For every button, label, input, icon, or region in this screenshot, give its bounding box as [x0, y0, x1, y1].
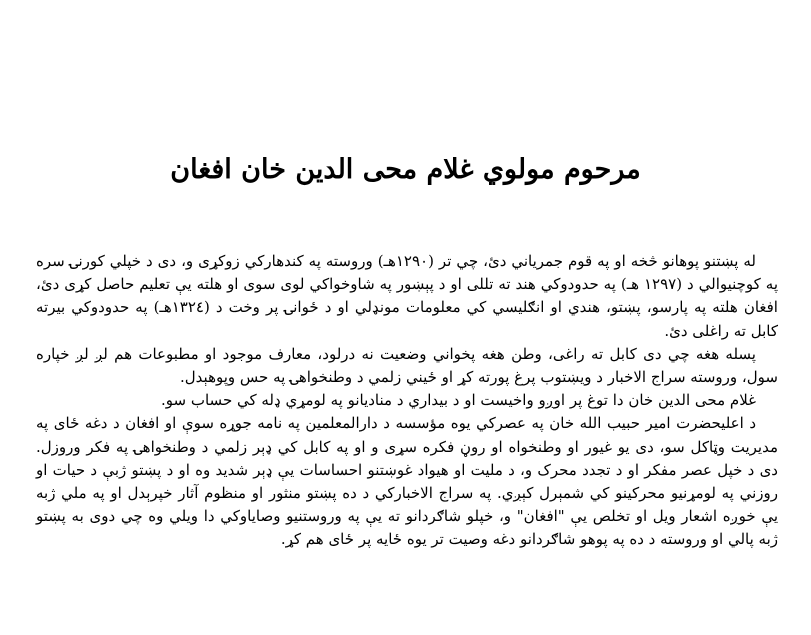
page-title: مرحوم مولوي غلام محی الدین خان افغان: [170, 154, 641, 185]
paragraph-return-kabul: پسله هغه چي دی کابل ته راغی، وطن هغه پخواني وضعیت نه درلود، معارف موجود او مطبوعات هم لږ لږ خپاره سول، وروسته سراج الاخبار د ویښتوب پرغ پورته کړ او ځیني زلمي د وطنخواهۍ په حس وپوهېدل.: [36, 344, 778, 387]
body-text: [36, 250, 778, 552]
paragraph-biography-intro: له پښتنو پوهانو څخه او په قوم جمریاني دئ، چي تر (۱۲۹۰هـ) وروسته په کندهارکي زوکړی و، دی د خپلي کورنۍ سره په کوچنیوالي د (۱۲۹۷ هـ) په حدودوکي هند ته تللی او د پېښور په شاوخواکي لوی سوی او هلته یې تعلیم حاصل کړی دئ، افغان هلته په پارسو، پښتو، هندي او انګلیسي کي معلومات مونډلي او د ځوانۍ پر وخت د (۱۳۲٤هـ) په حدودوکي بیرته کابل ته راغلی دئ.: [36, 252, 778, 340]
paragraph-awakening: غلام محی الدین خان دا توغ پر اوږو واخیست او د بیداري د منادیانو په لومړي ډله کي حساب سو.: [161, 391, 756, 410]
paragraph-darulmualimin: د اعلیحضرت امیر حبیب الله خان په عصرکي یوه مؤسسه د دارالمعلمین په نامه جوړه سوې او افغان د دغه ځای په مدیریت وټاکل سو، دی یو غیور او وطنخواه او روڼ فکره سړی و او په کابل کي ډېر زلمي د وطنخواهۍ په فکر وروزل. دی د خپل عصر مفکر او د تجدد محرک و، د ملیت او هیواد غوښتنو احساسات یې ډېر شدید وه او د پښتو ژبې د حیات او روزني په لومړنیو محرکینو کي شمېرل کېږي. په سراج الاخبارکي د ده پښتو منثور او منظوم آثار خپرېدل او په ملي ژبه یې خوږه اشعار ویل او تخلص یې "افغان" و، خپلو شاګردانو ته یې په وروستنیو وصایاوکي دا ویلي وه چي دوی به پښتو ژبه پالي او وروسته د ده په پوهو شاګردانو دغه وصیت تر یوه ځایه پر ځای هم کړ.: [36, 414, 778, 549]
